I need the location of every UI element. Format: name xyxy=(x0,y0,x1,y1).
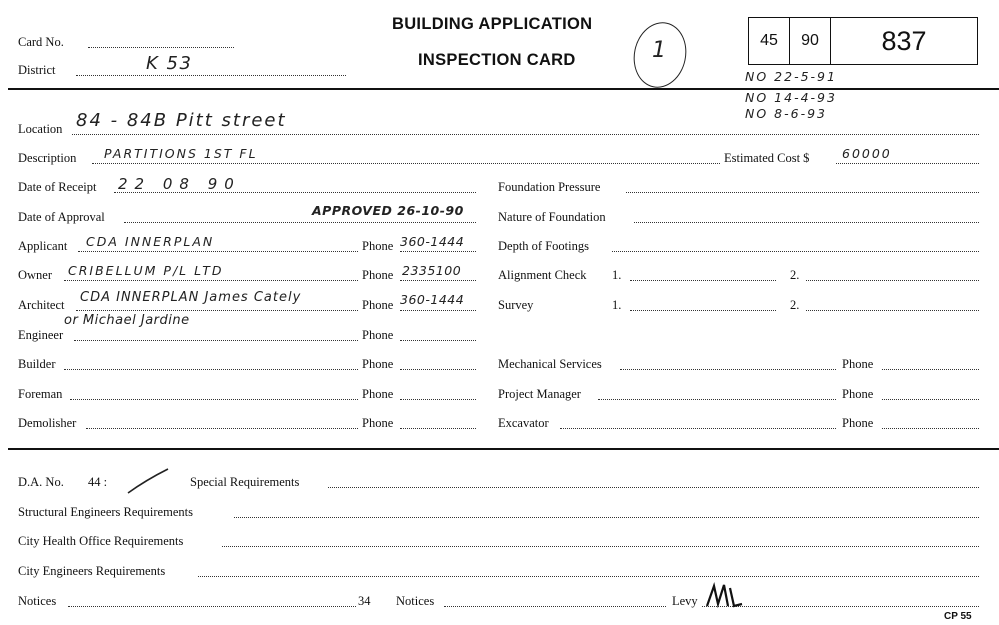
city-engineers-label: City Engineers Requirements xyxy=(18,564,166,578)
architect-phone-line xyxy=(400,310,476,311)
date-of-approval-value: APPROVED 26-10-90 xyxy=(312,203,464,218)
builder-phone-line xyxy=(400,369,476,370)
owner-label: Owner xyxy=(18,268,53,282)
levy-label: Levy xyxy=(672,594,698,608)
project-manager-phone-line xyxy=(882,399,979,400)
location-label: Location xyxy=(18,122,63,136)
project-manager-line xyxy=(598,399,836,400)
applicant-value: CDA INNERPLAN xyxy=(86,234,215,249)
builder-line xyxy=(64,369,358,370)
alignment-check-num1: 1. xyxy=(612,268,622,282)
survey-line1 xyxy=(630,310,776,311)
applicant-phone-label: Phone xyxy=(362,239,394,253)
foundation-pressure-line xyxy=(626,192,979,193)
da-no-value: 44 : xyxy=(88,475,108,489)
architect-phone-value: 360-1444 xyxy=(400,292,465,307)
demolisher-phone-label: Phone xyxy=(362,416,394,430)
engineer-phone-label: Phone xyxy=(362,328,394,342)
project-manager-label: Project Manager xyxy=(498,387,581,401)
da-no-slash-mark xyxy=(126,466,170,496)
owner-phone-value: 2335100 xyxy=(402,263,462,278)
structural-engineers-line xyxy=(234,517,979,518)
architect-line xyxy=(76,310,358,311)
survey-num1: 1. xyxy=(612,298,622,312)
notices-2-number: 34 xyxy=(358,594,371,608)
alignment-check-num2: 2. xyxy=(790,268,800,282)
owner-value: CRIBELLUM P/L LTD xyxy=(68,263,224,278)
reference-box-cell-3: 837 xyxy=(881,25,927,56)
form-title-line2: INSPECTION CARD xyxy=(418,51,576,69)
foreman-phone-line xyxy=(400,399,476,400)
handwritten-date-1: NO 22-5-91 xyxy=(745,69,837,84)
nature-of-foundation-label: Nature of Foundation xyxy=(498,210,606,224)
foreman-label: Foreman xyxy=(18,387,63,401)
notices-label: Notices xyxy=(18,594,57,608)
demolisher-label: Demolisher xyxy=(18,416,77,430)
notices-2-line xyxy=(444,606,666,607)
description-label: Description xyxy=(18,151,77,165)
applicant-line xyxy=(78,251,358,252)
survey-num2: 2. xyxy=(790,298,800,312)
excavator-phone-line xyxy=(882,428,979,429)
demolisher-line xyxy=(86,428,358,429)
description-line xyxy=(92,163,720,164)
form-code: CP 55 xyxy=(944,611,972,622)
engineer-phone-line xyxy=(400,340,476,341)
engineer-label: Engineer xyxy=(18,328,64,342)
alignment-check-label: Alignment Check xyxy=(498,268,587,282)
applicant-phone-value: 360-1444 xyxy=(400,234,465,249)
description-value: PARTITIONS 1ST FL xyxy=(104,146,258,161)
builder-label: Builder xyxy=(18,357,56,371)
mechanical-services-line xyxy=(620,369,836,370)
date-of-approval-label: Date of Approval xyxy=(18,210,105,224)
city-health-line xyxy=(222,546,979,547)
builder-phone-label: Phone xyxy=(362,357,394,371)
alignment-check-line1 xyxy=(630,280,776,281)
nature-of-foundation-line xyxy=(634,222,979,223)
excavator-phone-label: Phone xyxy=(842,416,874,430)
notices-2-label: Notices xyxy=(396,594,435,608)
excavator-line xyxy=(560,428,836,429)
excavator-label: Excavator xyxy=(498,416,549,430)
special-requirements-line xyxy=(328,487,979,488)
district-value: K 53 xyxy=(146,53,193,74)
reference-box-cell-1: 45 xyxy=(749,18,790,64)
district-line xyxy=(76,75,346,76)
architect-phone-label: Phone xyxy=(362,298,394,312)
estimated-cost-value: 60000 xyxy=(842,146,892,161)
city-engineers-line xyxy=(198,576,979,577)
mechanical-services-phone-line xyxy=(882,369,979,370)
survey-label: Survey xyxy=(498,298,534,312)
survey-line2 xyxy=(806,310,979,311)
special-requirements-label: Special Requirements xyxy=(190,475,300,489)
owner-line xyxy=(64,280,358,281)
lower-divider xyxy=(8,448,999,450)
district-label: District xyxy=(18,63,56,77)
location-line xyxy=(72,134,979,135)
structural-engineers-label: Structural Engineers Requirements xyxy=(18,505,193,519)
applicant-label: Applicant xyxy=(18,239,68,253)
location-value: 84 - 84B Pitt street xyxy=(76,110,287,131)
form-title-line1: BUILDING APPLICATION xyxy=(392,15,593,33)
depth-of-footings-label: Depth of Footings xyxy=(498,239,589,253)
top-divider xyxy=(8,88,999,90)
card-no-label: Card No. xyxy=(18,35,64,49)
foundation-pressure-label: Foundation Pressure xyxy=(498,180,601,194)
owner-phone-line xyxy=(400,280,476,281)
estimated-cost-label: Estimated Cost $ xyxy=(724,151,810,165)
city-health-label: City Health Office Requirements xyxy=(18,534,184,548)
da-no-label: D.A. No. xyxy=(18,475,64,489)
architect-value-line2: or Michael Jardine xyxy=(64,313,190,328)
date-of-receipt-value: 22 08 90 xyxy=(118,175,241,193)
project-manager-phone-label: Phone xyxy=(842,387,874,401)
alignment-check-line2 xyxy=(806,280,979,281)
estimated-cost-line xyxy=(836,163,979,164)
foreman-line xyxy=(70,399,358,400)
circled-number: 1 xyxy=(652,38,668,63)
demolisher-phone-line xyxy=(400,428,476,429)
notices-line xyxy=(68,606,356,607)
architect-value: CDA INNERPLAN James Cately xyxy=(80,290,302,305)
applicant-phone-line xyxy=(400,251,476,252)
foreman-phone-label: Phone xyxy=(362,387,394,401)
mechanical-services-phone-label: Phone xyxy=(842,357,874,371)
date-of-receipt-label: Date of Receipt xyxy=(18,180,97,194)
owner-phone-label: Phone xyxy=(362,268,394,282)
depth-of-footings-line xyxy=(612,251,979,252)
reference-number-box xyxy=(748,17,978,65)
date-of-approval-line xyxy=(124,222,476,223)
handwritten-date-2: NO 14-4-93 xyxy=(745,90,837,105)
mechanical-services-label: Mechanical Services xyxy=(498,357,602,371)
reference-box-cell-2: 90 xyxy=(790,18,831,64)
levy-initials-mark xyxy=(704,582,744,610)
card-no-line xyxy=(88,47,234,48)
engineer-line xyxy=(74,340,358,341)
handwritten-date-3: NO 8-6-93 xyxy=(745,106,827,121)
architect-label: Architect xyxy=(18,298,65,312)
